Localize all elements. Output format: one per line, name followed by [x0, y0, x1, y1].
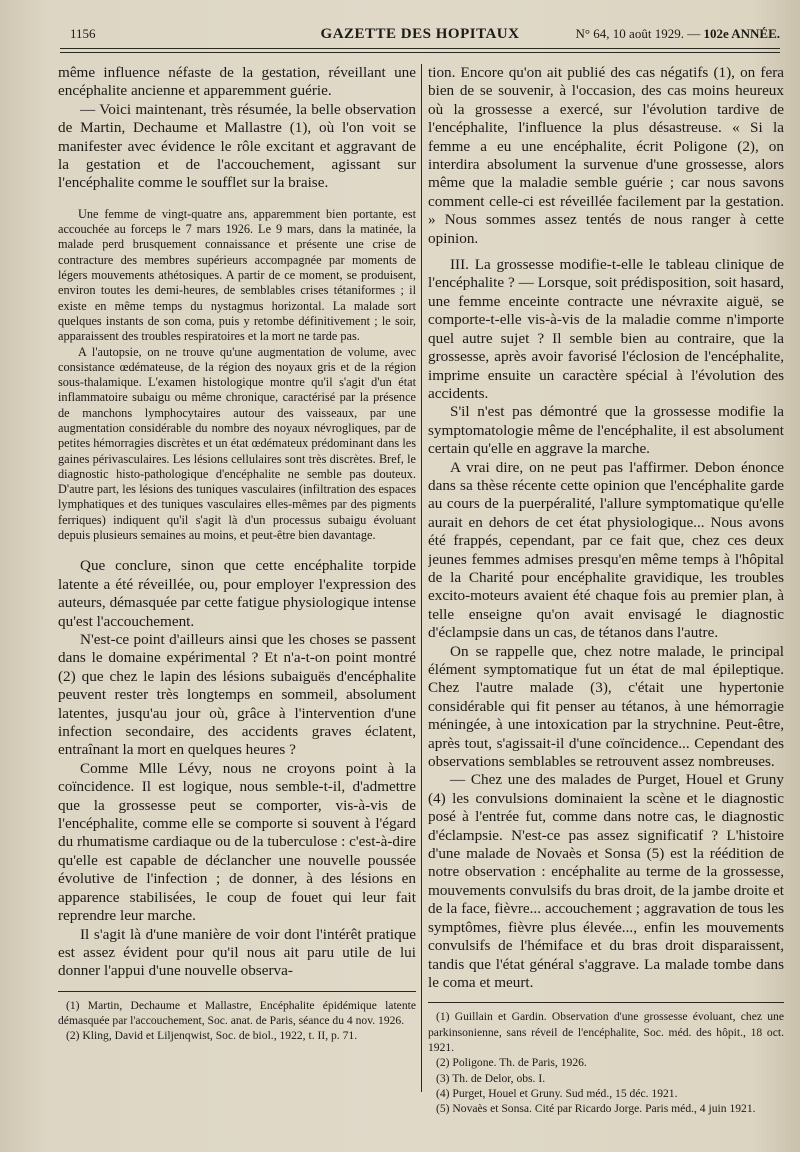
section-iii-heading-paragraph: III. La grossesse modifie-t-elle le tableau clinique de l'encéphalite ? — Lorsque, soit prédisposition, soit hasard, une femme enceinte contracte une névraxite aiguë, se comporte-t-elle vis-à-vis de la maladie comme n'importe quel autre sujet ? Il semble bien au contraire, que la grossesse, après avoir favorisé l'éclosion de l'encéphalite, imprime ensuite un caractère spécial à l'évolution des accidents. [428, 256, 784, 402]
footnote-rule-left [58, 991, 416, 992]
issue-info [575, 26, 780, 42]
right-paragraph-6: — Chez une des malades de Purget, Houel et Gruny (4) les convulsions dominaient la scène et le diagnostic posé à l'entrée fut, comme dans notre cas, le diagnostic d'éclampsie. N'est-ce pas assez significatif ? L'histoire d'une malade de Novaès et Sonsa (5) est la réédition de notre observation : encéphalite au terme de la grossesse, mouvements convulsifs du bras droit, de la jambe droite et de la face, fièvre... accouchement ; aggravation de tous les symptômes, fièvre plus élevée..., enfin les mouvements convulsifs de l'hémiface et du bras droit disparaissent, tandis que l'état général s'aggrave. La malade tombe dans le coma et meurt. [428, 771, 784, 991]
right-footnote-2: (2) Poligone. Th. de Paris, 1926. [436, 1056, 587, 1070]
footnote-rule-right [428, 1002, 784, 1003]
right-column [428, 64, 784, 1134]
left-paragraph-2: — Voici maintenant, très résumée, la belle observation de Martin, Dechaume et Mallastre (1), où l'on voit se manifester avec évidence le rôle excitant et aggravant de la gestation et de l'accouchement, agissant sur l'encéphalite comme le soufflet sur la braise. [58, 100, 416, 192]
left-paragraph-3: Que conclure, sinon que cette encéphalite torpide latente a été réveillée, ou, pour employer l'expression des auteurs, démasquée par cette fatigue physiologique intense qu'est l'accouchement. [58, 557, 416, 630]
right-footnote-1: (1) Guillain et Gardin. Observation d'une grossesse évoluant, chez une parkinsonienne, sans réveil de l'encéphalite, Soc. méd. des hôpit., 18 oct. 1921. [428, 1010, 784, 1054]
right-footnote-5: (5) Novaès et Sonsa. Cité par Ricardo Jorge. Paris méd., 4 juin 1921. [436, 1102, 756, 1116]
right-footnote-3: (3) Th. de Delor, obs. I. [436, 1071, 546, 1085]
page-number: 1156 [70, 26, 96, 41]
issue-date: N° 64, 10 août 1929. — [575, 26, 701, 41]
left-paragraph-5: Comme Mlle Lévy, nous ne croyons point à la coïncidence. Il est logique, nous semble-t-il, d'admettre que la grossesse peut se comporter, vis-à-vis de l'encéphalite, comme elle se comporte si souvent à l'égard du rhumatisme cardiaque ou de la tuberculose : c'est-à-dire qu'elle est capable de déclancher une nouvelle poussée évolutive de l'infection ; de donner, à des lésions en apparence stabilisées, le coup de fouet qui leur fait reprendre leur marche. [58, 759, 416, 925]
issue-edition: 102e ANNÉE. [703, 26, 780, 41]
page-header [60, 22, 780, 46]
right-paragraph-4: A vrai dire, on ne peut pas l'affirmer. Debon énonce dans sa thèse récente cette opinion que l'encéphalite garde au cours de la puerpéralité, l'allure symptomatique qu'elle aurait en dehors de cet état physiologique... Nous avons été frappés, cependant, par ce fait que, chez ces deux jeunes femmes admises presqu'en même temps à l'hôpital de la Charité pour encéphalite gravidique, les troubles excito-moteurs avaient été chaque fois au premier plan, à telle enseigne qu'on avait envisagé le diagnostic d'éclampsie dans un cas, de tétanos dans l'autre. [428, 458, 784, 642]
right-paragraph-1: tion. Encore qu'on ait publié des cas négatifs (1), on fera bien de se souvenir, à l'occasion, des cas moins heureux où la grossesse a exercé, sur l'évolution tardive de l'encéphalite, l'influence la plus désastreuse. « Si la femme a eu une encéphalite, écrit Poligone (2), on interdira absolument la survenue d'une grossesse, alors même que la maladie semble guérie ; car nous savons comment celle-ci est réveillée facilement par la gestation. » Nous sommes assez tentés de nous ranger à cette opinion. [428, 64, 784, 247]
left-footnote-2: (2) Kling, David et Liljenqwist, Soc. de biol., 1922, t. II, p. 71. [66, 1029, 358, 1043]
right-footnote-4: (4) Purget, Houel et Gruny. Sud méd., 15 déc. 1921. [436, 1086, 678, 1100]
left-paragraph-1: même influence néfaste de la gestation, réveillant une encéphalite ancienne et apparemment guérie. [58, 64, 416, 100]
observation-case: Une femme de vingt-quatre ans, apparemment bien portante, est accouchée au forceps le 7 mars 1926. Le 9 mars, dans la matinée, la malade perd brusquement connaissance et présente une crise de contracture des membres supérieurs accompagnée par moments de légers mouvements athétosiques. A partir de ce moment, se produisent, environ toutes les demi-heures, de semblables crises tétaniformes ; il existe en même temps du nystagmus horizontal. La malade sort quelques instants de son coma, puis y retombe définitivement ; le soir, apparaissent des troubles respiratoires et la mort ne tarde pas. [58, 206, 416, 344]
header-rule-bottom [60, 52, 780, 53]
left-paragraph-4: N'est-ce point d'ailleurs ainsi que les choses se passent dans le domaine expérimental ? Et n'a-t-on point montré (2) que chez le lapin des lésions subaiguës d'encéphalite peuvent rester très longtemps en sommeil, absolument latentes, jusqu'au jour où, grâce à l'intervention d'une infection secondaire, des accidents graves éclatent, entraînant la mort en quelques heures ? [58, 631, 416, 759]
observation-autopsy: A l'autopsie, on ne trouve qu'une augmentation de volume, avec consistance œdémateuse, de la région des noyaux gris et de la région sous-thalamique. L'examen histologique montre qu'il s'agit d'un état inflammatoire subaigu ou même chronique, caractérisé par la présence de manchons lymphocytaires autour des vaisseaux, par une augmentation considérable du nombre des noyaux névrogliques, par de petites hémorragies discrètes et un état œdémateux prédominant dans les gaines périvasculaires. Les lésions cellulaires sont très discrètes. Bref, le diagnostic histo-pathologique d'encéphalite ne semble pas douteux. D'autre part, les lésions des tuniques vasculaires (infiltration des espaces lymphatiques et des tuniques vasculaires elles-mêmes par des pigments ferriques) indiquent qu'il s'agit là d'un processus subaigu évoluant depuis plusieurs semaines au moins, et peut-être bien davantage. [58, 344, 416, 543]
left-footnote-1: (1) Martin, Dechaume et Mallastre, Encéphalite épidémique latente démasquée par l'accouchement, Soc. anat. de Paris, séance du 4 nov. 1926. [58, 998, 416, 1028]
header-rule-top [60, 48, 780, 49]
left-paragraph-6: Il s'agit là d'une manière de voir dont l'intérêt pratique est assez évident pour qu'il nous ait paru utile de lui donner l'appui d'une nouvelle observa- [58, 925, 416, 980]
right-paragraph-3: S'il n'est pas démontré que la grossesse modifie la symptomatologie même de l'encéphalite, il est absolument certain qu'elle en aggrave la marche. [428, 403, 784, 458]
right-paragraph-5: On se rappelle que, chez notre malade, le principal élément symptomatique fut un état de mal épileptique. Chez l'autre malade (3), c'était une hypertonie considérable qui fit penser au tétanos, à une hémorragie méningée, à une intoxication par la strychnine. Peut-être, après tout, s'agissait-il d'une coïncidence... Cependant des observations semblables se retrouvent assez nombreuses. [428, 642, 784, 771]
column-divider [421, 64, 422, 1092]
journal-title: GAZETTE DES HOPITAUX [320, 26, 520, 42]
left-column [58, 64, 416, 1134]
